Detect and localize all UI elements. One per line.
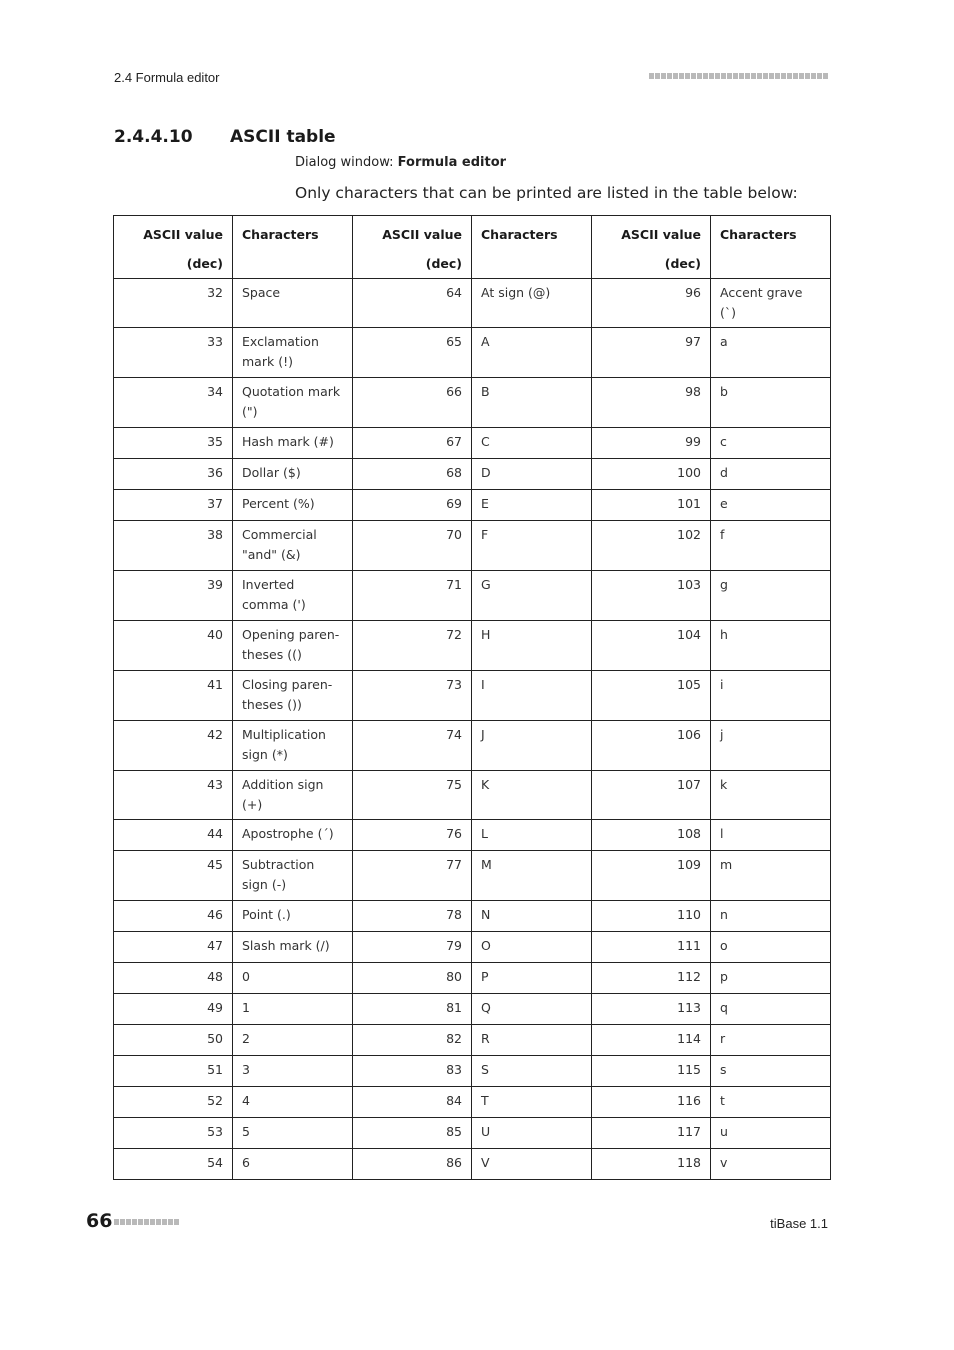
page-number: 66: [86, 1210, 113, 1232]
decoration-square: [805, 73, 810, 79]
character-cell: i: [711, 671, 831, 721]
ascii-value-cell: 102: [592, 521, 711, 571]
ascii-value-cell: 78: [353, 901, 472, 932]
character-cell: h: [711, 621, 831, 671]
character-cell: e: [711, 490, 831, 521]
ascii-value-cell: 72: [353, 621, 472, 671]
ascii-value-cell: 114: [592, 1025, 711, 1056]
ascii-value-cell: 48: [114, 963, 233, 994]
ascii-value-cell: 103: [592, 571, 711, 621]
character-cell: Slash mark (/): [233, 932, 353, 963]
ascii-value-cell: 47: [114, 932, 233, 963]
table-row: [114, 994, 831, 1025]
ascii-value-cell: 115: [592, 1056, 711, 1087]
ascii-value-cell: 49: [114, 994, 233, 1025]
character-cell: 3: [233, 1056, 353, 1087]
ascii-value-cell: 82: [353, 1025, 472, 1056]
section-title: ASCII table: [230, 127, 336, 147]
decoration-square: [132, 1219, 137, 1225]
table-row: [114, 521, 831, 571]
character-cell: Percent (%): [233, 490, 353, 521]
table-row: [114, 459, 831, 490]
ascii-value-cell: 37: [114, 490, 233, 521]
table-row: [114, 901, 831, 932]
ascii-value-cell: 96: [592, 279, 711, 328]
ascii-value-cell: 41: [114, 671, 233, 721]
character-cell: 4: [233, 1087, 353, 1118]
table-row: [114, 771, 831, 820]
ascii-value-cell: 81: [353, 994, 472, 1025]
ascii-value-cell: 52: [114, 1087, 233, 1118]
ascii-value-cell: 116: [592, 1087, 711, 1118]
ascii-value-cell: 43: [114, 771, 233, 820]
character-cell: K: [472, 771, 592, 820]
decoration-square: [156, 1219, 161, 1225]
decoration-square: [685, 73, 690, 79]
table-row: [114, 378, 831, 428]
ascii-value-cell: 46: [114, 901, 233, 932]
ascii-value-cell: 117: [592, 1118, 711, 1149]
character-cell: o: [711, 932, 831, 963]
header-ascii-value: [114, 216, 233, 279]
ascii-value-cell: 109: [592, 851, 711, 901]
ascii-value-cell: 51: [114, 1056, 233, 1087]
character-cell: F: [472, 521, 592, 571]
character-cell: S: [472, 1056, 592, 1087]
table-row: [114, 721, 831, 771]
ascii-value-cell: 73: [353, 671, 472, 721]
header-ascii-value-line2: (dec): [664, 256, 701, 271]
decoration-square: [114, 1219, 119, 1225]
ascii-value-cell: 105: [592, 671, 711, 721]
ascii-table-body: [114, 279, 831, 1180]
header-characters: Characters: [711, 216, 831, 279]
character-cell: At sign (@): [472, 279, 592, 328]
character-cell: s: [711, 1056, 831, 1087]
decoration-square: [162, 1219, 167, 1225]
table-row: [114, 932, 831, 963]
character-cell: t: [711, 1087, 831, 1118]
ascii-value-cell: 101: [592, 490, 711, 521]
decoration-square: [667, 73, 672, 79]
ascii-value-cell: 112: [592, 963, 711, 994]
ascii-value-cell: 40: [114, 621, 233, 671]
ascii-value-cell: 42: [114, 721, 233, 771]
decoration-square: [661, 73, 666, 79]
decoration-square: [775, 73, 780, 79]
ascii-value-cell: 107: [592, 771, 711, 820]
character-cell: Addition sign (+): [233, 771, 353, 820]
decoration-square: [721, 73, 726, 79]
decoration-square: [787, 73, 792, 79]
table-row: [114, 328, 831, 378]
intro-text: Only characters that can be printed are listed in the table below:: [295, 184, 798, 202]
ascii-value-cell: 99: [592, 428, 711, 459]
ascii-value-cell: 106: [592, 721, 711, 771]
decoration-square: [138, 1219, 143, 1225]
header-decoration: [649, 73, 828, 79]
header-ascii-value-line2: (dec): [425, 256, 462, 271]
table-row: [114, 671, 831, 721]
ascii-value-cell: 79: [353, 932, 472, 963]
character-cell: 0: [233, 963, 353, 994]
character-cell: Inverted comma ('): [233, 571, 353, 621]
character-cell: C: [472, 428, 592, 459]
decoration-square: [168, 1219, 173, 1225]
character-cell: v: [711, 1149, 831, 1180]
ascii-value-cell: 98: [592, 378, 711, 428]
section-heading: [114, 127, 336, 147]
decoration-square: [150, 1219, 155, 1225]
character-cell: Q: [472, 994, 592, 1025]
ascii-value-cell: 66: [353, 378, 472, 428]
decoration-square: [697, 73, 702, 79]
ascii-value-cell: 97: [592, 328, 711, 378]
character-cell: T: [472, 1087, 592, 1118]
table-row: [114, 851, 831, 901]
character-cell: 1: [233, 994, 353, 1025]
character-cell: Multiplication sign (*): [233, 721, 353, 771]
character-cell: b: [711, 378, 831, 428]
character-cell: n: [711, 901, 831, 932]
character-cell: Dollar ($): [233, 459, 353, 490]
decoration-square: [144, 1219, 149, 1225]
character-cell: 2: [233, 1025, 353, 1056]
ascii-value-cell: 53: [114, 1118, 233, 1149]
character-cell: B: [472, 378, 592, 428]
table-row: [114, 490, 831, 521]
character-cell: O: [472, 932, 592, 963]
character-cell: u: [711, 1118, 831, 1149]
decoration-square: [751, 73, 756, 79]
decoration-square: [757, 73, 762, 79]
character-cell: Subtraction sign (-): [233, 851, 353, 901]
ascii-value-cell: 45: [114, 851, 233, 901]
section-number: 2.4.4.10: [114, 127, 193, 147]
character-cell: Apostrophe (´): [233, 820, 353, 851]
decoration-square: [649, 73, 654, 79]
ascii-value-cell: 50: [114, 1025, 233, 1056]
header-ascii-value-line1: ASCII value: [143, 227, 223, 242]
character-cell: M: [472, 851, 592, 901]
ascii-value-cell: 34: [114, 378, 233, 428]
decoration-square: [679, 73, 684, 79]
ascii-value-cell: 77: [353, 851, 472, 901]
ascii-value-cell: 69: [353, 490, 472, 521]
ascii-value-cell: 35: [114, 428, 233, 459]
decoration-square: [691, 73, 696, 79]
table-row: [114, 1149, 831, 1180]
character-cell: Quotation mark ("): [233, 378, 353, 428]
decoration-square: [799, 73, 804, 79]
character-cell: D: [472, 459, 592, 490]
decoration-square: [703, 73, 708, 79]
ascii-value-cell: 85: [353, 1118, 472, 1149]
ascii-value-cell: 110: [592, 901, 711, 932]
ascii-value-cell: 68: [353, 459, 472, 490]
character-cell: Opening paren-theses ((): [233, 621, 353, 671]
character-cell: q: [711, 994, 831, 1025]
character-cell: c: [711, 428, 831, 459]
ascii-value-cell: 84: [353, 1087, 472, 1118]
ascii-table: [113, 215, 831, 1180]
character-cell: U: [472, 1118, 592, 1149]
ascii-value-cell: 67: [353, 428, 472, 459]
character-cell: r: [711, 1025, 831, 1056]
character-cell: H: [472, 621, 592, 671]
character-cell: 6: [233, 1149, 353, 1180]
decoration-square: [745, 73, 750, 79]
ascii-value-cell: 100: [592, 459, 711, 490]
table-row: [114, 428, 831, 459]
ascii-value-cell: 33: [114, 328, 233, 378]
table-row: [114, 820, 831, 851]
decoration-square: [793, 73, 798, 79]
table-row: [114, 571, 831, 621]
decoration-square: [727, 73, 732, 79]
decoration-square: [763, 73, 768, 79]
decoration-square: [709, 73, 714, 79]
character-cell: Point (.): [233, 901, 353, 932]
character-cell: Closing paren-theses ()): [233, 671, 353, 721]
ascii-value-cell: 38: [114, 521, 233, 571]
dialog-name: Formula editor: [397, 155, 507, 170]
character-cell: A: [472, 328, 592, 378]
character-cell: p: [711, 963, 831, 994]
dialog-label: Dialog window:: [295, 155, 398, 170]
decoration-square: [715, 73, 720, 79]
decoration-square: [823, 73, 828, 79]
character-cell: f: [711, 521, 831, 571]
decoration-square: [811, 73, 816, 79]
running-header-title: 2.4 Formula editor: [114, 70, 220, 85]
ascii-value-cell: 80: [353, 963, 472, 994]
ascii-value-cell: 65: [353, 328, 472, 378]
decoration-square: [739, 73, 744, 79]
character-cell: E: [472, 490, 592, 521]
ascii-value-cell: 83: [353, 1056, 472, 1087]
table-row: [114, 1025, 831, 1056]
header-row: [114, 216, 831, 279]
character-cell: I: [472, 671, 592, 721]
decoration-square: [655, 73, 660, 79]
decoration-square: [120, 1219, 125, 1225]
character-cell: V: [472, 1149, 592, 1180]
ascii-value-cell: 113: [592, 994, 711, 1025]
character-cell: Accent grave (`): [711, 279, 831, 328]
table-row: [114, 1118, 831, 1149]
character-cell: N: [472, 901, 592, 932]
ascii-value-cell: 75: [353, 771, 472, 820]
ascii-value-cell: 32: [114, 279, 233, 328]
table-row: [114, 279, 831, 328]
decoration-square: [781, 73, 786, 79]
header-ascii-value: [353, 216, 472, 279]
ascii-value-cell: 71: [353, 571, 472, 621]
header-characters: Characters: [472, 216, 592, 279]
character-cell: P: [472, 963, 592, 994]
ascii-value-cell: 39: [114, 571, 233, 621]
character-cell: G: [472, 571, 592, 621]
header-ascii-value: [592, 216, 711, 279]
decoration-square: [174, 1219, 179, 1225]
character-cell: k: [711, 771, 831, 820]
decoration-square: [673, 73, 678, 79]
character-cell: L: [472, 820, 592, 851]
ascii-value-cell: 64: [353, 279, 472, 328]
ascii-value-cell: 104: [592, 621, 711, 671]
ascii-value-cell: 36: [114, 459, 233, 490]
dialog-window-line: [295, 155, 506, 170]
footer-decoration: [114, 1219, 179, 1225]
character-cell: m: [711, 851, 831, 901]
character-cell: Commercial "and" (&): [233, 521, 353, 571]
header-ascii-value-line2: (dec): [186, 256, 223, 271]
character-cell: d: [711, 459, 831, 490]
ascii-value-cell: 54: [114, 1149, 233, 1180]
character-cell: l: [711, 820, 831, 851]
table-row: [114, 1087, 831, 1118]
ascii-value-cell: 111: [592, 932, 711, 963]
character-cell: 5: [233, 1118, 353, 1149]
table-row: [114, 963, 831, 994]
ascii-value-cell: 74: [353, 721, 472, 771]
decoration-square: [817, 73, 822, 79]
character-cell: R: [472, 1025, 592, 1056]
product-name: tiBase 1.1: [770, 1216, 828, 1231]
ascii-value-cell: 108: [592, 820, 711, 851]
character-cell: Space: [233, 279, 353, 328]
character-cell: Hash mark (#): [233, 428, 353, 459]
character-cell: J: [472, 721, 592, 771]
ascii-value-cell: 70: [353, 521, 472, 571]
character-cell: j: [711, 721, 831, 771]
character-cell: a: [711, 328, 831, 378]
header-ascii-value-line1: ASCII value: [382, 227, 462, 242]
table-row: [114, 1056, 831, 1087]
decoration-square: [769, 73, 774, 79]
character-cell: g: [711, 571, 831, 621]
ascii-value-cell: 44: [114, 820, 233, 851]
ascii-value-cell: 86: [353, 1149, 472, 1180]
decoration-square: [126, 1219, 131, 1225]
header-ascii-value-line1: ASCII value: [621, 227, 701, 242]
header-characters: Characters: [233, 216, 353, 279]
ascii-table-header: [114, 216, 831, 279]
character-cell: Exclamation mark (!): [233, 328, 353, 378]
decoration-square: [733, 73, 738, 79]
table-row: [114, 621, 831, 671]
ascii-value-cell: 76: [353, 820, 472, 851]
ascii-value-cell: 118: [592, 1149, 711, 1180]
